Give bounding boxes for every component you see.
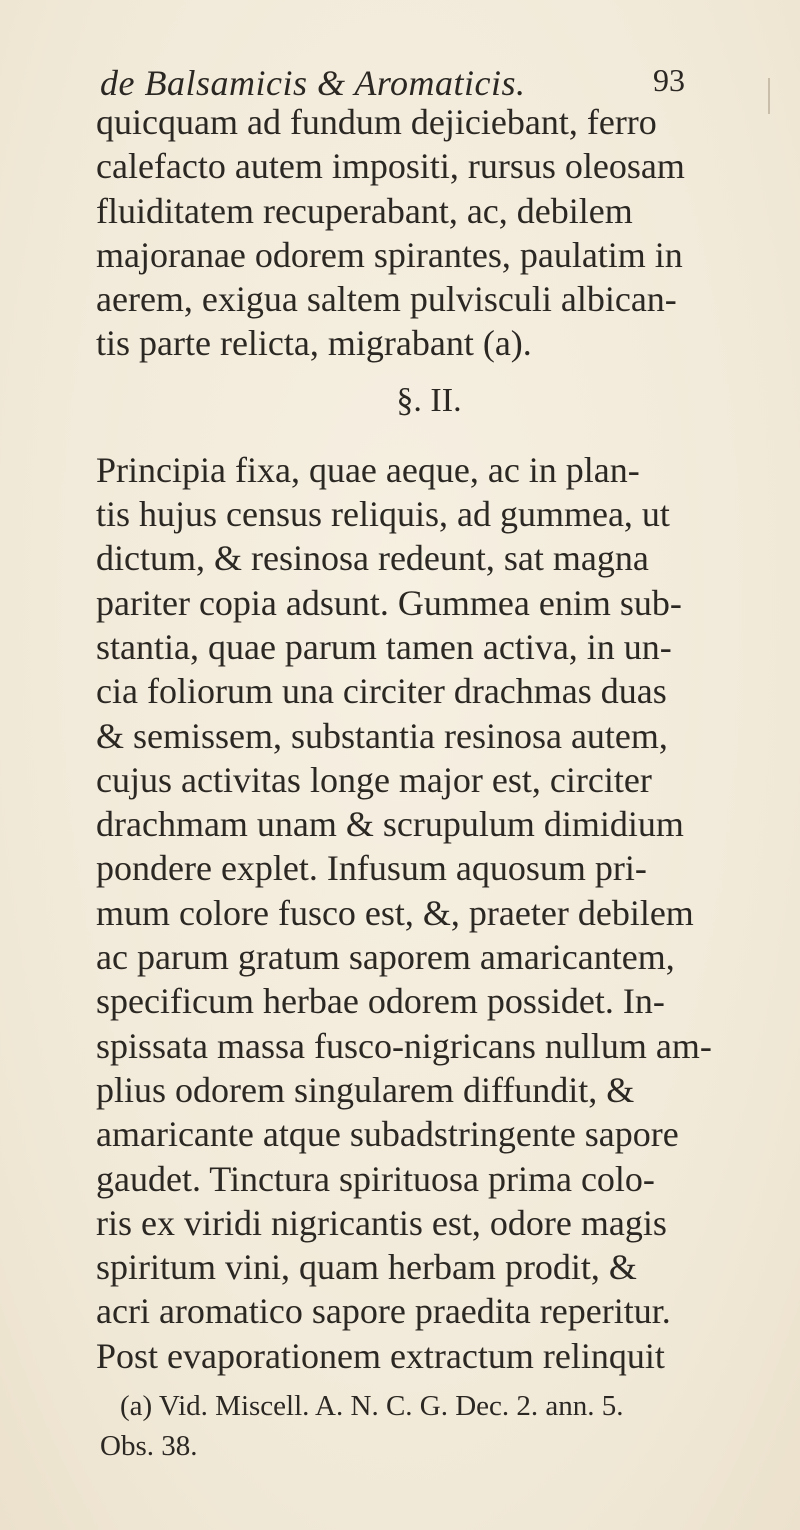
text-line: aerem, exigua saltem pulvisculi albican-	[96, 279, 677, 320]
text-line: pariter copia adsunt. Gummea enim sub-	[96, 582, 682, 623]
page-edge-mark	[768, 78, 770, 114]
text-line: stantia, quae parum tamen activa, in un-	[96, 626, 672, 667]
running-title: de Balsamicis & Aromaticis.	[100, 63, 526, 103]
text-line: drachmam unam & scrupulum dimidium	[96, 804, 684, 845]
text-line: dictum, & resinosa redeunt, sat magna	[96, 538, 649, 579]
text-line: ris ex viridi nigricantis est, odore magis	[96, 1202, 667, 1243]
text-line: quicquam ad fundum dejiciebant, ferro	[96, 102, 657, 142]
section-spacer	[96, 436, 736, 448]
text-line: plius odorem singularem diffundit, &	[96, 1069, 635, 1110]
footnote-line: (a) Vid. Miscell. A. N. C. G. Dec. 2. ann. 5.	[120, 1390, 624, 1422]
text-line: gaudet. Tinctura spirituosa prima colo-	[96, 1158, 655, 1199]
text-line: specificum herbae odorem possidet. In-	[96, 981, 665, 1022]
text-line: cujus activitas longe major est, circiter	[96, 759, 652, 800]
footnote	[100, 1386, 760, 1466]
text-line: mum colore fusco est, &, praeter debilem	[96, 892, 694, 933]
text-line: acri aromatico sapore praedita reperitur.	[96, 1291, 671, 1332]
text-line: & semissem, substantia resinosa autem,	[96, 715, 668, 756]
footnote-line: Obs. 38.	[100, 1430, 198, 1462]
text-line: majoranae odorem spirantes, paulatim in	[96, 234, 683, 275]
text-line: ac parum gratum saporem amaricantem,	[96, 937, 675, 978]
text-line: amaricante atque subadstringente sapore	[96, 1114, 679, 1155]
text-line: fluiditatem recuperabant, ac, debilem	[96, 190, 633, 231]
page-number: 93	[653, 62, 685, 98]
text-line: pondere explet. Infusum aquosum pri-	[96, 848, 647, 889]
text-line: Principia fixa, quae aeque, ac in plan-	[96, 449, 640, 490]
text-line: cia foliorum una circiter drachmas duas	[96, 671, 667, 712]
text-line: tis hujus census reliquis, ad gummea, ut	[96, 494, 670, 535]
body-text	[96, 100, 736, 1378]
text-line: Post evaporationem extractum relinquit	[96, 1335, 665, 1376]
section-heading: §. II.	[396, 381, 462, 419]
text-line: calefacto autem impositi, rursus oleosam	[96, 146, 685, 187]
text-line: spissata massa fusco-nigricans nullum am-	[96, 1025, 712, 1066]
text-line: spiritum vini, quam herbam prodit, &	[96, 1247, 637, 1288]
text-line: tis parte relicta, migrabant (a).	[96, 323, 532, 364]
